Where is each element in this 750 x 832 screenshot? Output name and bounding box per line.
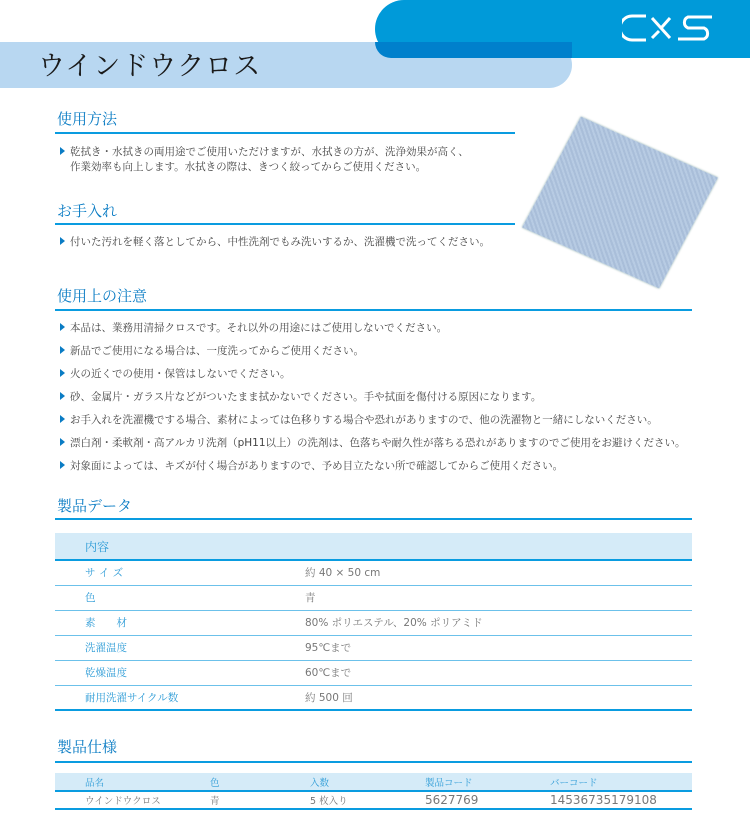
row-value: 80% ポリエステル、20% ポリアミド [305, 610, 692, 635]
row-label: 耐用洗濯サイクル数 [55, 685, 305, 710]
bullet-triangle-icon [60, 415, 65, 423]
caution-item: 対象面によっては、キズが付く場合がありますので、予め目立たない所で確認してからご使用ください。 [60, 459, 563, 474]
row-label: 乾燥温度 [55, 660, 305, 685]
spec-cell: 14536735179108 [550, 791, 692, 809]
caution-item: 新品でご使用になる場合は、一度洗ってからご使用ください。 [60, 344, 364, 359]
table-row [55, 685, 692, 710]
divider [55, 132, 515, 134]
divider [55, 518, 692, 520]
spec-cell: 青 [210, 791, 310, 809]
caution-item: 本品は、業務用清掃クロスです。それ以外の用途にはご使用しないでください。 [60, 321, 447, 336]
row-label: 洗濯温度 [55, 635, 305, 660]
bullet-triangle-icon [60, 461, 65, 469]
page-title: ウインドウクロス [38, 51, 262, 82]
product-data-table [55, 533, 692, 711]
column-header: 色 [210, 773, 310, 791]
bullet-triangle-icon [60, 438, 65, 446]
row-label: 素 材 [55, 610, 305, 635]
cxs-logo [622, 12, 717, 44]
heading-usage: 使用方法 [57, 110, 118, 128]
column-header: 品名 [55, 773, 210, 791]
bullet-triangle-icon [60, 346, 65, 354]
row-value: 60℃まで [305, 660, 692, 685]
table-row [55, 585, 692, 610]
spec-cell: 5627769 [425, 791, 550, 809]
caution-item: 火の近くでの使用・保管はしないでください。 [60, 367, 291, 382]
caution-item: 砂、金属片・ガラス片などがついたまま拭かないでください。手や拭面を傷付ける原因になります。 [60, 390, 541, 405]
product-image-cloth [522, 117, 718, 289]
table-row [55, 635, 692, 660]
column-header: 入数 [310, 773, 425, 791]
column-header: 製品コード [425, 773, 550, 791]
bullet-triangle-icon [60, 147, 65, 155]
divider [55, 223, 515, 225]
care-item: 付いた汚れを軽く落としてから、中性洗剤でもみ洗いするか、洗濯機で洗ってください。 [60, 235, 490, 250]
bullet-triangle-icon [60, 392, 65, 400]
divider [55, 761, 692, 763]
bullet-triangle-icon [60, 369, 65, 377]
divider [55, 309, 692, 311]
row-value: 約 500 回 [305, 685, 692, 710]
usage-item: 乾拭き・水拭きの両用途でご使用いただけますが、水拭きの方が、洗浄効果が高く、 作業効率も向上します。水拭きの際は、きつく絞ってからご使用ください。 [60, 145, 469, 175]
spec-cell: ウインドウクロス [55, 791, 210, 809]
table-row [55, 610, 692, 635]
heading-product-data: 製品データ [57, 497, 133, 515]
heading-caution: 使用上の注意 [57, 287, 148, 305]
heading-care: お手入れ [57, 202, 118, 220]
bullet-triangle-icon [60, 237, 65, 245]
heading-spec: 製品仕様 [57, 738, 118, 756]
table-row [55, 660, 692, 685]
row-value: 約 40 × 50 cm [305, 560, 692, 585]
column-header: バーコード [550, 773, 692, 791]
table-row [55, 560, 692, 585]
row-label: サ イ ズ [55, 560, 305, 585]
caution-item: 漂白剤・柔軟剤・高アルカリ洗剤（pH11以上）の洗剤は、色落ちや耐久性が落ちる恐れがありますのでご使用をお避けください。 [60, 436, 686, 451]
row-value: 青 [305, 585, 692, 610]
row-value: 95℃まで [305, 635, 692, 660]
row-label: 色 [55, 585, 305, 610]
caution-item: お手入れを洗濯機でする場合、素材によっては色移りする場合や恐れがありますので、他の洗濯物と一緒にしないください。 [60, 413, 658, 428]
spec-table [55, 773, 692, 810]
table-header: 内容 [55, 533, 692, 560]
spec-cell: 5 枚入り [310, 791, 425, 809]
bullet-triangle-icon [60, 323, 65, 331]
header-band-overlap [375, 42, 572, 58]
